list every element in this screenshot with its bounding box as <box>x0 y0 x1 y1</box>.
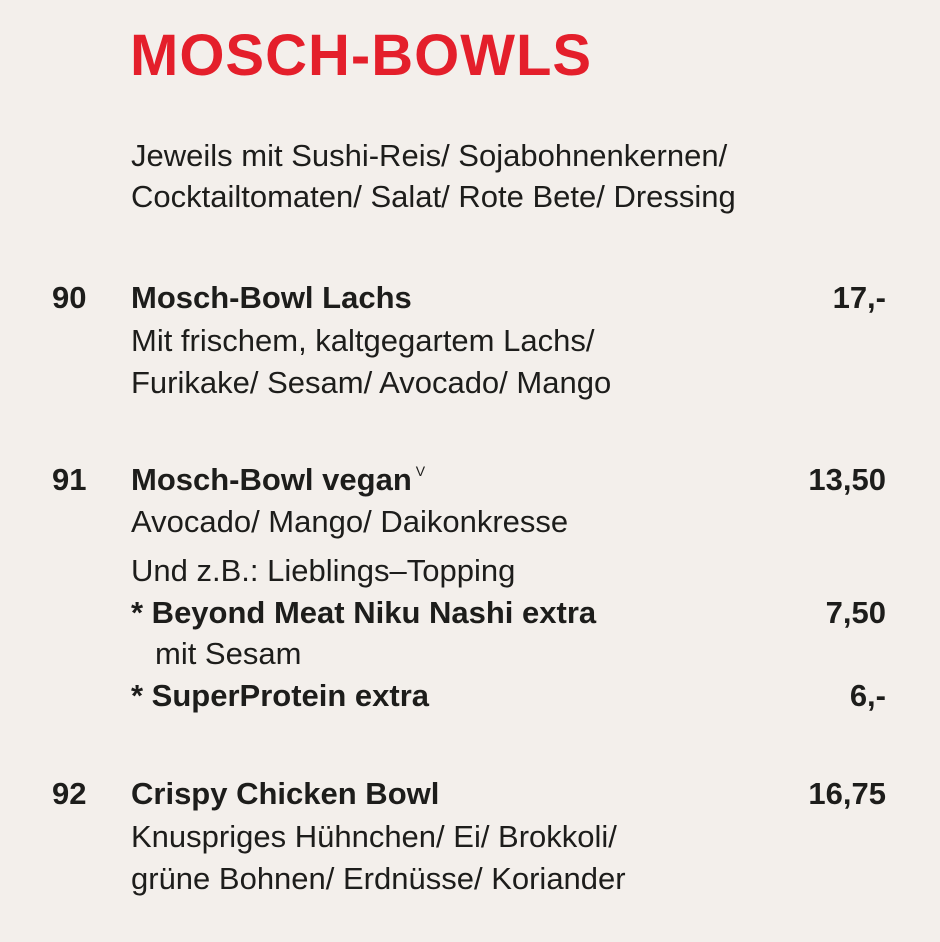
item-description-line-2: grüne Bohnen/ Erdnüsse/ Koriander <box>131 861 626 896</box>
extra-description: mit Sesam <box>155 636 302 671</box>
extra-label: * Beyond Meat Niku Nashi extra <box>131 595 597 630</box>
item-description-line-1: Avocado/ Mango/ Daikonkresse <box>131 504 569 539</box>
item-price: 13,50 <box>808 462 886 497</box>
vegan-marker: V <box>415 463 426 479</box>
item-name: Crispy Chicken Bowl <box>131 776 440 811</box>
item-number: 90 <box>52 280 87 315</box>
item-description-line-1: Mit frischem, kaltgegartem Lachs/ <box>131 323 595 358</box>
item-number: 92 <box>52 776 87 811</box>
intro-line-1: Jeweils mit Sushi-Reis/ Sojabohnenkernen/ <box>131 138 728 173</box>
intro-line-2: Cocktailtomaten/ Salat/ Rote Bete/ Dressing <box>131 179 736 214</box>
item-description-line-1: Knuspriges Hühnchen/ Ei/ Brokkoli/ <box>131 819 617 854</box>
item-price: 16,75 <box>808 776 886 811</box>
item-description-line-2: Und z.B.: Lieblings–Topping <box>131 553 516 588</box>
extra-price: 7,50 <box>825 595 886 630</box>
menu-title: MOSCH-BOWLS <box>130 23 593 88</box>
item-name: Mosch-Bowl vegan <box>131 462 412 497</box>
item-price: 17,- <box>832 280 886 315</box>
extra-label: * SuperProtein extra <box>131 678 430 713</box>
item-description-line-2: Furikake/ Sesam/ Avocado/ Mango <box>131 365 612 400</box>
extra-price: 6,- <box>849 678 886 713</box>
item-name: Mosch-Bowl Lachs <box>131 280 412 315</box>
item-number: 91 <box>52 462 87 497</box>
item-name-wrap <box>131 462 425 498</box>
